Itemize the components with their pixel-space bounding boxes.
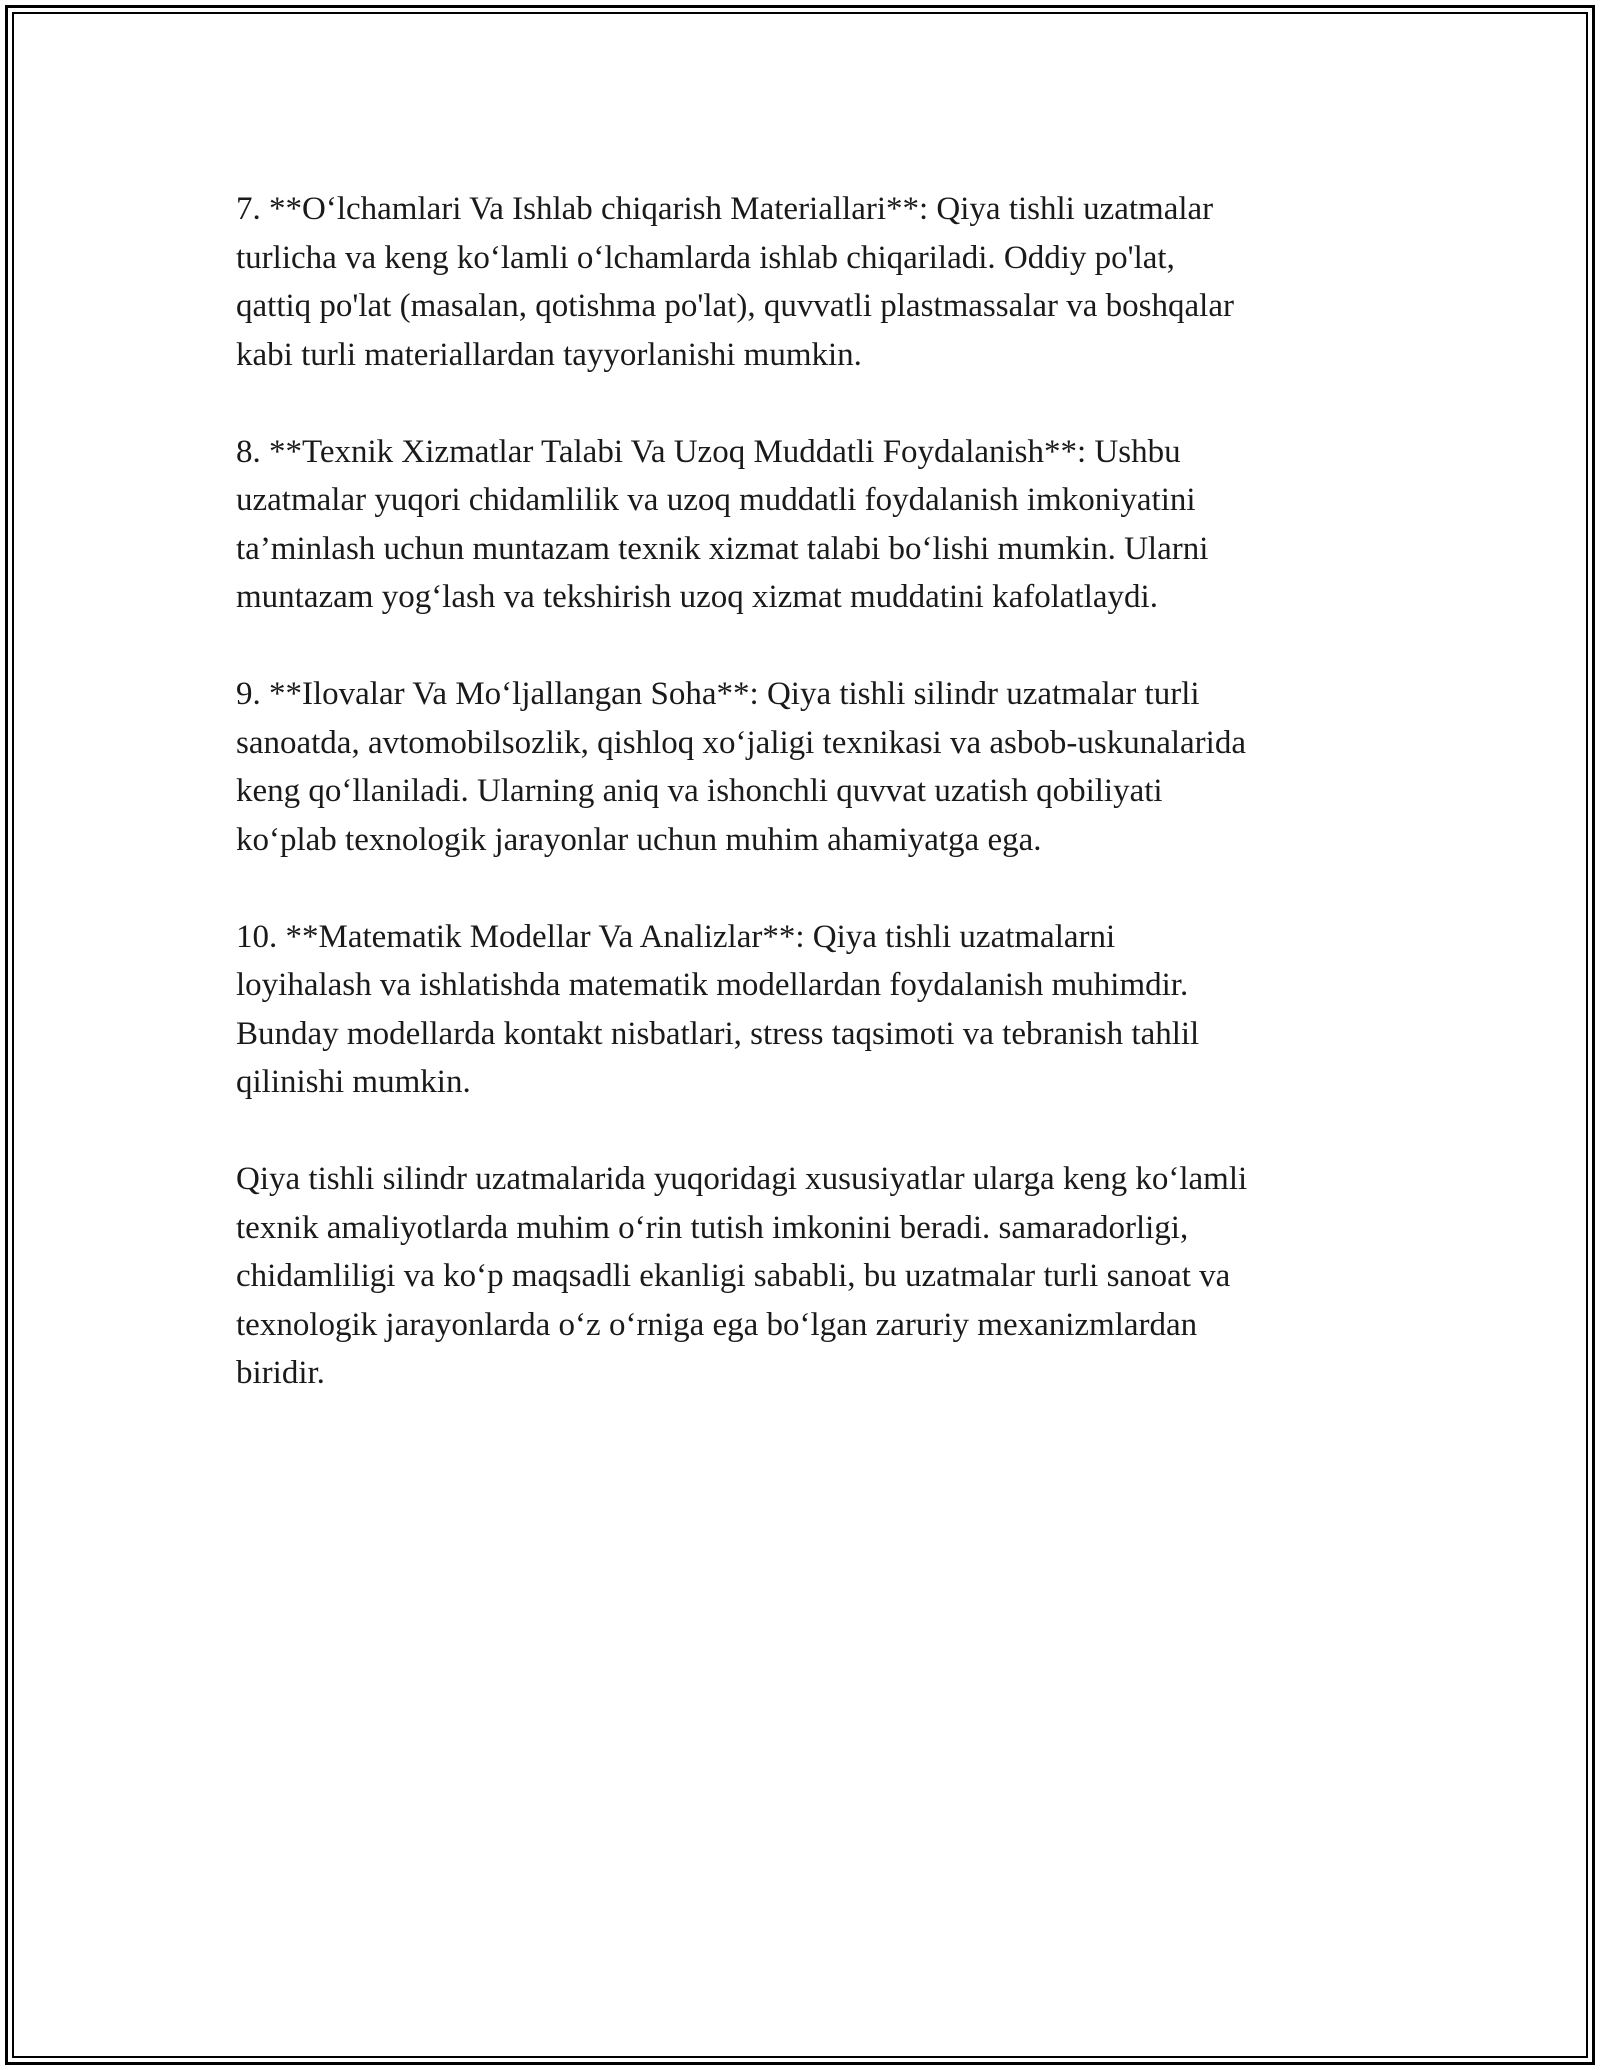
text-line: loyihalash va ishlatishda matematik modellardan foydalanish muhimdir.	[236, 967, 1189, 1003]
text-line: muntazam yog‘lash va tekshirish uzoq xizmat muddatini kafolatlaydi.	[236, 579, 1158, 615]
paragraph-maintenance-longevity	[236, 428, 1376, 622]
text-line: texnologik jarayonlarda o‘z o‘rniga ega bo‘lgan zaruriy mexanizmlardan	[236, 1306, 1198, 1343]
paragraph-applications	[236, 670, 1376, 864]
text-line: 10. **Matematik Modellar Va Analizlar**: Qiya tishli uzatmalarni	[236, 918, 1116, 955]
text-line: ko‘plab texnologik jarayonlar uchun muhim ahamiyatga ega.	[236, 821, 1042, 858]
text-line: 9. **Ilovalar Va Mo‘ljallangan Soha**: Qiya tishli silindr uzatmalar turli	[236, 676, 1200, 712]
text-line: uzatmalar yuqori chidamlilik va uzoq muddatli foydalanish imkoniyatini	[236, 482, 1196, 518]
text-line: kabi turli materiallardan tayyorlanishi mumkin.	[236, 336, 862, 373]
text-line: biridir.	[236, 1355, 325, 1391]
paragraph-dimensions-materials	[236, 185, 1376, 379]
text-line: Qiya tishli silindr uzatmalarida yuqoridagi xususiyatlar ularga keng ko‘lamli	[236, 1161, 1248, 1197]
text-line: ta’minlash uchun muntazam texnik xizmat talabi bo‘lishi mumkin. Ularni	[236, 530, 1209, 567]
text-line: texnik amaliyotlarda muhim o‘rin tutish imkonini beradi. samaradorligi,	[236, 1209, 1189, 1246]
text-line: 7. **O‘lchamlari Va Ishlab chiqarish Materiallari**: Qiya tishli uzatmalar	[236, 191, 1214, 227]
text-line: keng qo‘llaniladi. Ularning aniq va ishonchli quvvat uzatish qobiliyati	[236, 773, 1163, 809]
paragraph-mathematical-models	[236, 913, 1376, 1107]
text-line: chidamliligi va ko‘p maqsadli ekanligi sababli, bu uzatmalar turli sanoat va	[236, 1258, 1231, 1294]
text-line: Bunday modellarda kontakt nisbatlari, stress taqsimoti va tebranish tahlil	[236, 1015, 1200, 1052]
text-line: turlicha va keng ko‘lamli o‘lchamlarda ishlab chiqariladi. Oddiy po'lat,	[236, 239, 1175, 276]
text-line: sanoatda, avtomobilsozlik, qishloq xo‘jaligi texnikasi va asbob-uskunalarida	[236, 724, 1246, 761]
text-line: 8. **Texnik Xizmatlar Talabi Va Uzoq Muddatli Foydalanish**: Ushbu	[236, 433, 1181, 470]
paragraph-conclusion	[236, 1155, 1376, 1398]
text-line: qilinishi mumkin.	[236, 1064, 471, 1100]
document-body	[236, 185, 1376, 1446]
text-line: qattiq po'lat (masalan, qotishma po'lat), quvvatli plastmassalar va boshqalar	[236, 288, 1234, 324]
